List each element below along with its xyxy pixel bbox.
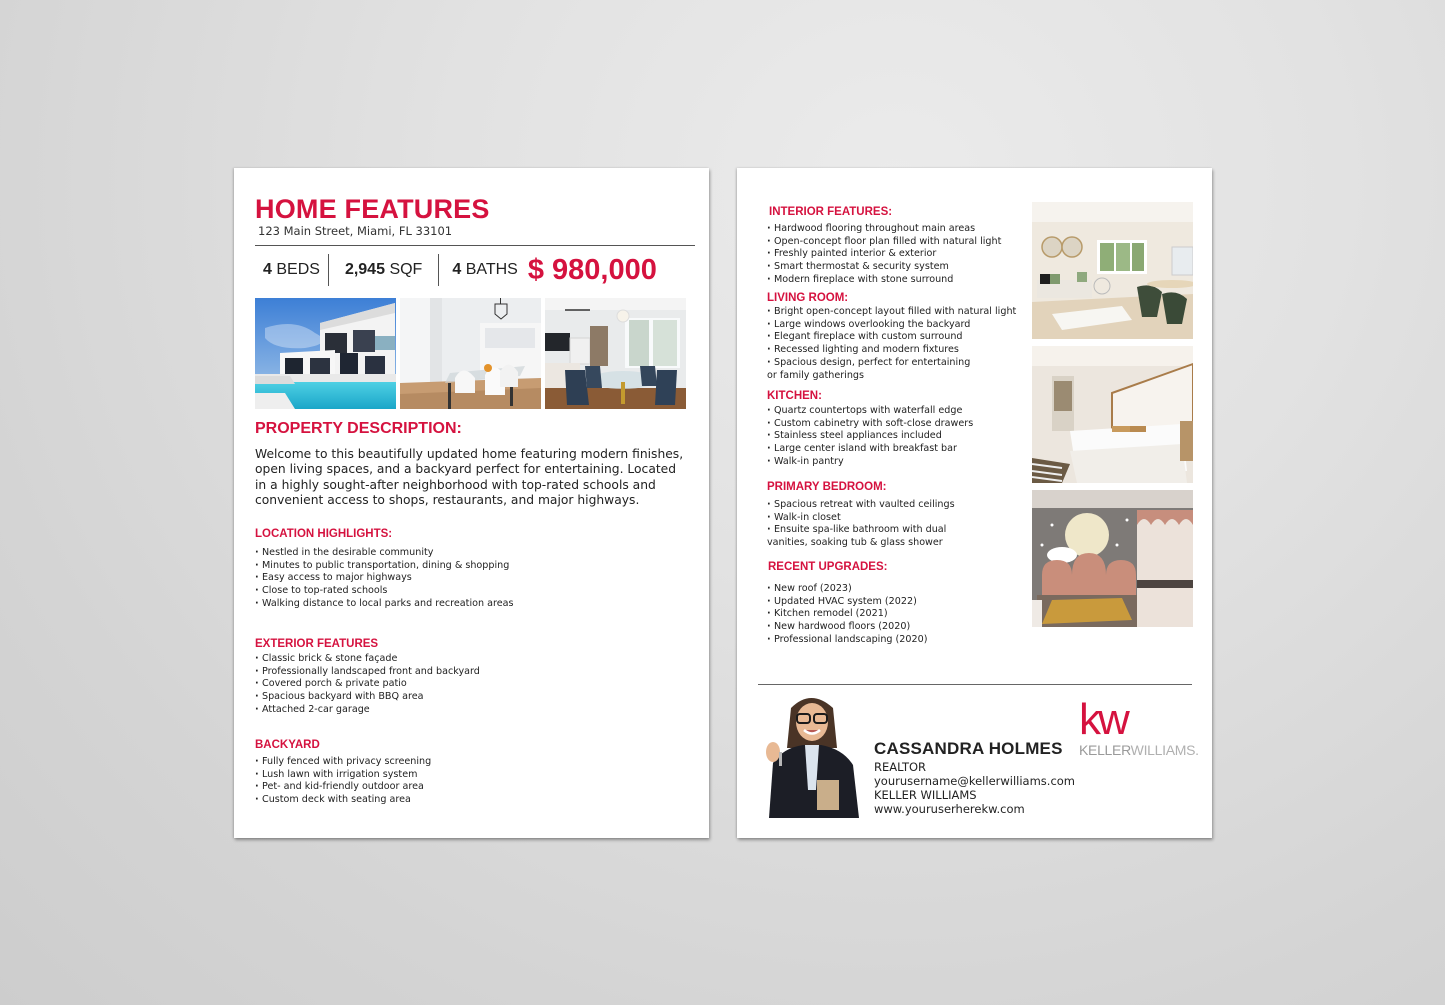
- logo-word-bold: KELLER: [1079, 742, 1131, 758]
- interior-heading: INTERIOR FEATURES:: [769, 206, 893, 218]
- list-item-continuation: vanities, soaking tub & glass shower: [767, 537, 943, 549]
- exterior-heading: EXTERIOR FEATURES: [255, 638, 379, 650]
- list-item: · Covered porch & private patio: [255, 678, 480, 691]
- primary-bedroom-photo: [1032, 346, 1193, 483]
- list-item: · Freshly painted interior & exterior: [767, 248, 1001, 261]
- backyard-heading: BACKYARD: [255, 739, 320, 751]
- dining-kitchen-photo: [400, 298, 541, 409]
- kitchen-list: [767, 405, 973, 469]
- property-description: Welcome to this beautifully updated home featuring modern finishes, open living spaces, and a backyard perfect for entertaining. Located in a highly sought-after neighborhood with top-rated schools and convenient access to shops, restaurants, and major highways.: [255, 447, 684, 508]
- list-item: · Hardwood flooring throughout main areas: [767, 223, 1001, 236]
- upgrades-heading: RECENT UPGRADES:: [768, 561, 888, 573]
- list-item-continuation: or family gatherings: [767, 369, 865, 381]
- list-item: · Professional landscaping (2020): [767, 634, 927, 647]
- agent-divider: [758, 684, 1192, 685]
- beds-stat: [255, 261, 328, 279]
- backyard-list: [255, 756, 431, 807]
- list-item: · Professionally landscaped front and backyard: [255, 666, 480, 679]
- living-dining-photo: [545, 298, 686, 409]
- list-item: · Stainless steel appliances included: [767, 430, 973, 443]
- list-item: · Walking distance to local parks and recreation areas: [255, 598, 514, 611]
- header-divider: [255, 245, 695, 246]
- agent-website[interactable]: www.youruserherekw.com: [874, 802, 1025, 816]
- listing-price: $ 980,000: [527, 253, 657, 286]
- baths-count: 4: [452, 261, 462, 278]
- list-item: · Large windows overlooking the backyard: [767, 319, 1016, 332]
- list-item: · Spacious design, perfect for entertaining: [767, 357, 1016, 370]
- keller-williams-logo: [1079, 695, 1199, 758]
- list-item: · Kitchen remodel (2021): [767, 608, 927, 621]
- list-item: · Minutes to public transportation, dining & shopping: [255, 560, 514, 573]
- location-list: [255, 547, 514, 611]
- living-room-photo: [1032, 202, 1193, 339]
- interior-list: [767, 223, 1001, 287]
- list-item: · New roof (2023): [767, 583, 927, 596]
- flyer-page-front: [234, 168, 709, 838]
- living-room-heading: LIVING ROOM:: [767, 292, 849, 304]
- exterior-list: [255, 653, 480, 717]
- list-item: · Modern fireplace with stone surround: [767, 274, 1001, 287]
- list-item: · Quartz countertops with waterfall edge: [767, 405, 973, 418]
- list-item: · Walk-in pantry: [767, 456, 973, 469]
- list-item: · Smart thermostat & security system: [767, 261, 1001, 274]
- agent-email[interactable]: yourusername@kellerwilliams.com: [874, 774, 1076, 788]
- property-stats: [255, 252, 695, 288]
- kids-bedroom-photo: [1032, 490, 1193, 627]
- agent-title: REALTOR: [874, 760, 927, 774]
- page-title: HOME FEATURES: [255, 194, 490, 224]
- list-item: · New hardwood floors (2020): [767, 621, 927, 634]
- list-item: · Lush lawn with irrigation system: [255, 769, 431, 782]
- list-item: · Close to top-rated schools: [255, 585, 514, 598]
- list-item: · Classic brick & stone façade: [255, 653, 480, 666]
- sqft-count: 2,945: [344, 261, 385, 278]
- list-item: · Spacious retreat with vaulted ceilings: [767, 499, 955, 512]
- list-item: · Open-concept floor plan filled with natural light: [767, 236, 1001, 249]
- property-photo-strip: [255, 298, 686, 409]
- location-heading: LOCATION HIGHLIGHTS:: [255, 528, 393, 540]
- list-item: · Custom deck with seating area: [255, 794, 431, 807]
- agent-avatar: [759, 690, 867, 818]
- agent-name: CASSANDRA HOLMES: [874, 739, 1063, 758]
- primary-bedroom-heading: PRIMARY BEDROOM:: [767, 481, 887, 493]
- sqft-label: SQF: [389, 261, 423, 278]
- list-item: · Nestled in the desirable community: [255, 547, 514, 560]
- primary-bedroom-list: [767, 499, 955, 550]
- list-item: · Pet- and kid-friendly outdoor area: [255, 781, 431, 794]
- description-heading: PROPERTY DESCRIPTION:: [255, 420, 462, 437]
- kw-logo-wordmark: [1079, 742, 1199, 758]
- kw-logo-mark: kw: [1079, 695, 1127, 744]
- flyer-page-back: [737, 168, 1212, 838]
- list-item: · Elegant fireplace with custom surround: [767, 331, 1016, 344]
- list-item: · Walk-in closet: [767, 512, 955, 525]
- beds-label: BEDS: [276, 261, 320, 278]
- living-room-list: [767, 306, 1016, 382]
- agent-company: KELLER WILLIAMS: [874, 788, 977, 802]
- property-address: 123 Main Street, Miami, FL 33101: [258, 224, 453, 238]
- list-item: · Recessed lighting and modern fixtures: [767, 344, 1016, 357]
- beds-count: 4: [263, 261, 272, 278]
- logo-word-light: WILLIAMS.: [1130, 742, 1199, 758]
- list-item: · Custom cabinetry with soft-close drawers: [767, 418, 973, 431]
- list-item: · Ensuite spa-like bathroom with dual: [767, 524, 955, 537]
- upgrades-list: [767, 583, 927, 647]
- list-item: · Bright open-concept layout filled with natural light: [767, 306, 1016, 319]
- list-item: · Fully fenced with privacy screening: [255, 756, 431, 769]
- exterior-pool-photo: [255, 298, 396, 409]
- baths-stat: [439, 261, 522, 279]
- list-item: · Updated HVAC system (2022): [767, 596, 927, 609]
- list-item: · Attached 2-car garage: [255, 704, 480, 717]
- sqft-stat: [329, 261, 438, 279]
- list-item: · Spacious backyard with BBQ area: [255, 691, 480, 704]
- list-item: · Easy access to major highways: [255, 572, 514, 585]
- baths-label: BATHS: [465, 261, 518, 278]
- list-item: · Large center island with breakfast bar: [767, 443, 973, 456]
- kitchen-heading: KITCHEN:: [767, 390, 822, 402]
